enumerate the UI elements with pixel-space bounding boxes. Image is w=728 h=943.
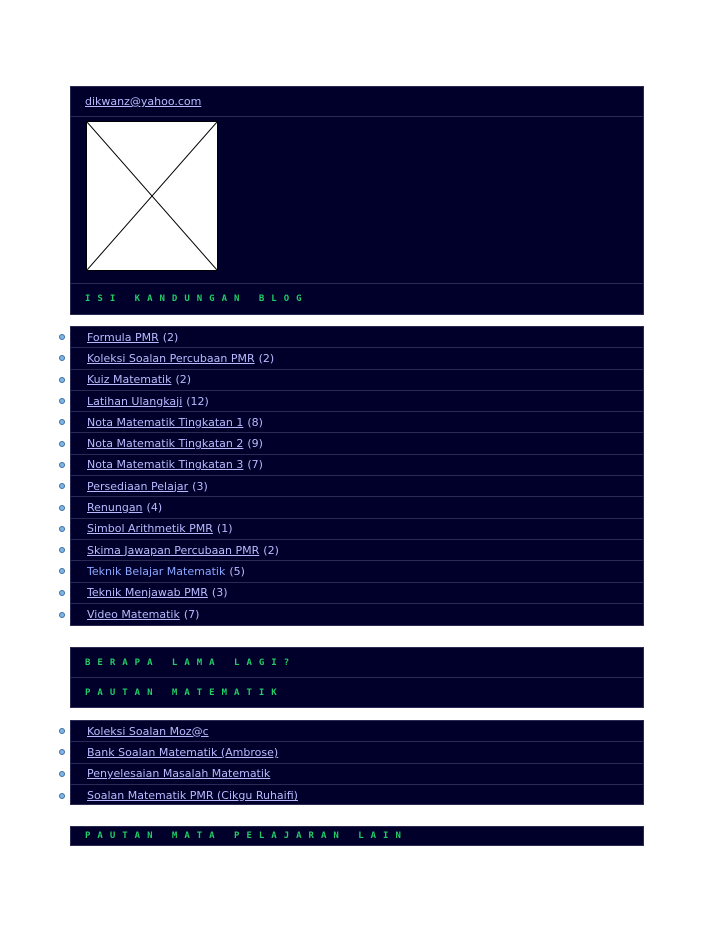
list-item bbox=[71, 519, 643, 540]
category-count: (4) bbox=[146, 501, 163, 515]
list-item bbox=[71, 327, 643, 348]
list-item bbox=[71, 497, 643, 518]
bullet-icon bbox=[59, 441, 65, 447]
profile-panel bbox=[70, 86, 644, 315]
list-item bbox=[71, 455, 643, 476]
list-item bbox=[71, 583, 643, 604]
section-heading-row bbox=[71, 648, 643, 678]
list-item bbox=[71, 476, 643, 497]
category-link[interactable]: Video Matematik bbox=[87, 608, 180, 621]
countdown-panel bbox=[70, 647, 644, 708]
bullet-icon bbox=[59, 590, 65, 596]
list-item bbox=[71, 604, 643, 625]
section-heading-pautan-matematik: PAUTAN MATEMATIK bbox=[85, 688, 284, 698]
section-heading-row bbox=[71, 827, 643, 845]
category-count: (8) bbox=[247, 415, 263, 429]
email-link[interactable]: dikwanz@yahoo.com bbox=[85, 95, 202, 108]
category-count: (7) bbox=[247, 458, 263, 472]
list-item bbox=[71, 742, 643, 763]
category-count: (1) bbox=[216, 522, 233, 536]
category-link[interactable]: Persediaan Pelajar bbox=[87, 479, 189, 493]
category-count: (7) bbox=[183, 608, 200, 621]
bullet-icon bbox=[59, 728, 65, 734]
bullet-icon bbox=[59, 526, 65, 532]
category-link[interactable]: Kuiz Matematik bbox=[87, 373, 172, 387]
category-count: (12) bbox=[186, 394, 209, 408]
section-heading-pautan-lain: PAUTAN MATA PELAJARAN LAIN bbox=[85, 831, 408, 841]
list-item bbox=[71, 391, 643, 412]
category-link[interactable]: Skima Jawapan Percubaan PMR bbox=[87, 543, 260, 557]
math-link[interactable]: Soalan Matematik PMR (Cikgu Ruhaifi) bbox=[87, 789, 298, 803]
profile-image-area bbox=[71, 117, 643, 284]
category-count: (2) bbox=[162, 330, 179, 344]
bullet-icon bbox=[59, 462, 65, 468]
category-link[interactable]: Teknik Belajar Matematik bbox=[87, 564, 226, 578]
bullet-icon bbox=[59, 568, 65, 574]
category-link[interactable]: Latihan Ulangkaji bbox=[87, 394, 183, 408]
category-count: (3) bbox=[192, 479, 208, 493]
email-row bbox=[71, 87, 643, 117]
bullet-icon bbox=[59, 355, 65, 361]
category-link[interactable]: Nota Matematik Tingkatan 2 bbox=[87, 437, 244, 451]
list-item bbox=[71, 540, 643, 561]
list-item bbox=[71, 721, 643, 742]
section-heading-row bbox=[71, 284, 643, 314]
category-count: (2) bbox=[263, 543, 279, 557]
bullet-icon bbox=[59, 505, 65, 511]
category-count: (5) bbox=[229, 564, 245, 578]
category-link[interactable]: Koleksi Soalan Percubaan PMR bbox=[87, 351, 255, 365]
category-list bbox=[70, 326, 644, 626]
bullet-icon bbox=[59, 419, 65, 425]
bullet-icon bbox=[59, 334, 65, 340]
math-link[interactable]: Koleksi Soalan Moz@c bbox=[87, 724, 209, 738]
list-item bbox=[71, 433, 643, 454]
category-link[interactable]: Teknik Menjawab PMR bbox=[87, 586, 208, 600]
list-item bbox=[71, 370, 643, 391]
bullet-icon bbox=[59, 377, 65, 383]
category-link[interactable]: Renungan bbox=[87, 501, 143, 515]
category-link[interactable]: Nota Matematik Tingkatan 3 bbox=[87, 458, 244, 472]
bullet-icon bbox=[59, 483, 65, 489]
bullet-icon bbox=[59, 612, 65, 618]
section-heading-isi-kandungan: ISI KANDUNGAN BLOG bbox=[85, 294, 309, 304]
section-heading-berapa-lama: BERAPA LAMA LAGI? bbox=[85, 657, 297, 668]
list-item bbox=[71, 561, 643, 582]
other-subjects-panel bbox=[70, 826, 644, 846]
list-item bbox=[71, 785, 643, 806]
category-count: (3) bbox=[211, 586, 228, 600]
category-count: (9) bbox=[247, 437, 263, 451]
section-heading-row bbox=[71, 678, 643, 708]
list-item bbox=[71, 764, 643, 785]
category-count: (2) bbox=[175, 373, 192, 387]
list-item bbox=[71, 348, 643, 369]
broken-image-icon bbox=[87, 122, 217, 270]
bullet-icon bbox=[59, 398, 65, 404]
category-count: (2) bbox=[258, 351, 275, 365]
math-link[interactable]: Bank Soalan Matematik (Ambrose) bbox=[87, 745, 279, 759]
category-link[interactable]: Nota Matematik Tingkatan 1 bbox=[87, 415, 244, 429]
bullet-icon bbox=[59, 749, 65, 755]
category-link[interactable]: Simbol Arithmetik PMR bbox=[87, 522, 213, 536]
math-link[interactable]: Penyelesaian Masalah Matematik bbox=[87, 767, 271, 781]
math-links-list bbox=[70, 720, 644, 805]
bullet-icon bbox=[59, 793, 65, 799]
list-item bbox=[71, 412, 643, 433]
bullet-icon bbox=[59, 771, 65, 777]
category-link[interactable]: Formula PMR bbox=[87, 330, 159, 344]
bullet-icon bbox=[59, 547, 65, 553]
profile-image-placeholder bbox=[86, 121, 218, 271]
